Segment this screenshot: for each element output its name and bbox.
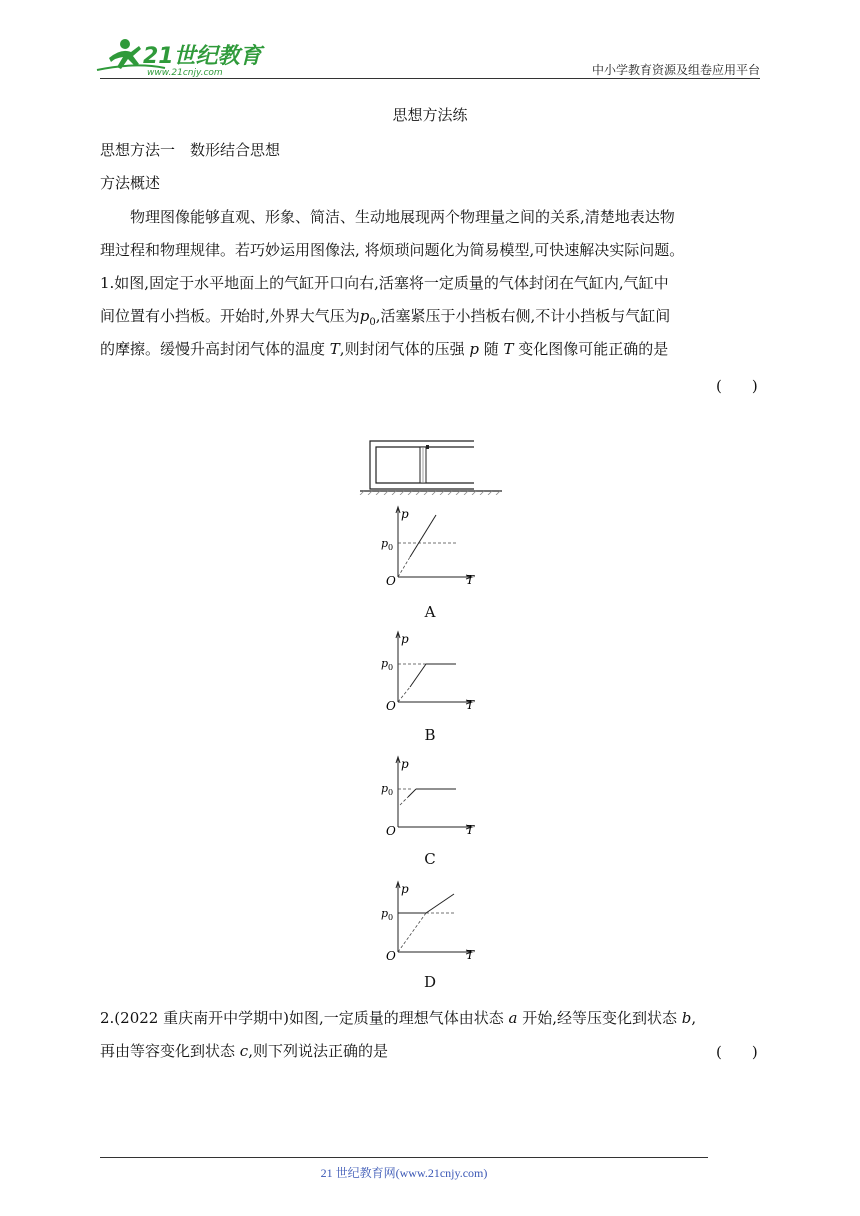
svg-text:p: p	[381, 907, 389, 920]
svg-text:O: O	[386, 574, 396, 585]
graph-option-c	[370, 755, 480, 835]
svg-text:0: 0	[388, 543, 394, 552]
header-logo	[95, 36, 265, 80]
footer-divider	[100, 1157, 708, 1158]
svg-text:p: p	[401, 632, 409, 646]
svg-text:T: T	[466, 948, 475, 960]
svg-text:O: O	[386, 949, 396, 960]
svg-text:0: 0	[388, 913, 394, 922]
graph-option-b	[370, 630, 480, 710]
svg-text:T: T	[466, 823, 475, 835]
overview-line-1: 物理图像能够直观、形象、简洁、生动地展现两个物理量之间的关系,清楚地表达物	[130, 208, 675, 226]
header-divider	[100, 78, 760, 79]
runner-logo-icon	[95, 36, 265, 80]
svg-text:p: p	[381, 782, 389, 795]
svg-text:www.21cnjy.com: www.21cnjy.com	[147, 68, 223, 78]
question-2-answer-blank[interactable]: ( )	[716, 1043, 758, 1061]
svg-text:p: p	[381, 657, 389, 670]
option-a-label[interactable]: A	[424, 603, 436, 621]
svg-text:O: O	[386, 824, 396, 835]
svg-text:p: p	[401, 757, 409, 771]
header-platform-text: 中小学教育资源及组卷应用平台	[591, 63, 760, 77]
svg-text:T: T	[466, 573, 475, 585]
svg-text:p: p	[381, 537, 389, 550]
question-1-line-2: 间位置有小挡板。开始时,外界大气压为$p_0$,活塞紧压于小挡板右侧,不计小挡板与气缸间	[100, 307, 671, 328]
question-2-line-2: 再由等容变化到状态 c,则下列说法正确的是	[100, 1042, 388, 1060]
option-c-label[interactable]: C	[424, 850, 436, 868]
svg-text:T: T	[466, 698, 475, 710]
question-1-line-1: 1.如图,固定于水平地面上的气缸开口向右,活塞将一定质量的气体封闭在气缸内,气缸中	[100, 274, 669, 292]
graph-option-a	[370, 505, 480, 585]
graph-option-d	[370, 880, 480, 960]
svg-text:O: O	[386, 699, 396, 710]
section-heading: 思想方法一 数形结合思想	[100, 141, 281, 159]
footer-link[interactable]: 21 世纪教育网(www.21cnjy.com)	[320, 1166, 488, 1180]
option-b-label[interactable]: B	[424, 726, 436, 744]
svg-text:0: 0	[388, 663, 394, 672]
svg-text:p: p	[401, 507, 409, 521]
question-2-line-1: 2.(2022 重庆南开中学期中)如图,一定质量的理想气体由状态 a 开始,经等压变化到状态 b,	[100, 1009, 697, 1027]
option-d-label[interactable]: D	[423, 973, 437, 991]
question-1-line-3: 的摩擦。缓慢升高封闭气体的温度 T,则封闭气体的压强 p 随 T 变化图像可能正确的是	[100, 340, 669, 358]
svg-text:0: 0	[388, 788, 394, 797]
subsection-heading: 方法概述	[100, 174, 161, 192]
question-1-answer-blank[interactable]: ( )	[716, 377, 758, 395]
svg-text:21世纪教育: 21世纪教育	[143, 44, 262, 69]
page-title: 思想方法练	[392, 106, 468, 124]
svg-text:p: p	[401, 882, 409, 896]
overview-line-2: 理过程和物理规律。若巧妙运用图像法, 将烦琐问题化为简易模型,可快速解决实际问题。	[100, 241, 685, 259]
cylinder-figure	[356, 435, 506, 495]
